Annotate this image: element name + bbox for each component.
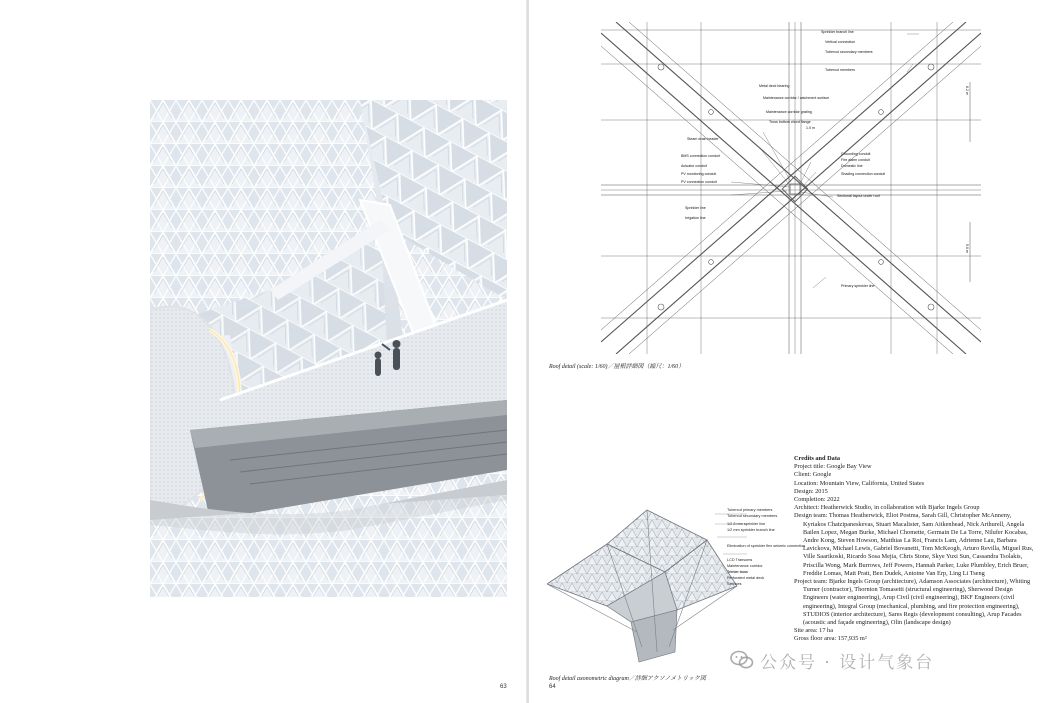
wechat-icon — [730, 650, 754, 670]
roof-label: PV monitoring conduit — [681, 172, 717, 176]
left-page — [0, 0, 527, 703]
credits-completion-year: Completion: 2022 — [794, 496, 840, 504]
page-number-left: 63 — [500, 684, 507, 690]
credits-design-team: Design team: Thomas Heatherwick, Eliot Postma, Sarah Gill, Christopher McAnneny, Kyriakos Chatzipaneskevas, Stuart Macalister, Sam Aitkenhead, Nick Arthurell, Angela Bailen Lopez, Megan Burke, Michael Chomette, Germain De La Torre, Nilufer Kocabas, Andre Kong, Steven Howson, Matthias La Roi, Francis Lam, Adrienne Lau, Barbara Lavickova, Michael Lewis, Gabriel Bovanetti, Tom McKeogh, Arturo Revilla, Miguel Rus, Ville Saarikoski, Ricardo Sosa Mejia, Chris Stone, Skye Yuxi Sun, Cassandra Tsolakis, Priscilla Wong, Mark Burrows, Jeff Powers, Hannah Parker, Luke Plumbley, Erich Bruer, Freddie Lomas, Matt Pratt, Ben Dudek, Antoine Van Erp, Ling Li Tseng — [794, 512, 1034, 577]
axo-label: Tubercut secondary members — [727, 514, 778, 518]
credits-heading: Credits and Data — [794, 455, 841, 462]
roof-label: Actuator conduit — [681, 164, 707, 168]
dimension-label: 5.0 m — [965, 244, 969, 253]
roof-label: Grounding conduit — [841, 152, 871, 156]
roof-label: Tubercut secondary members — [825, 50, 873, 54]
axo-label: Perforated metal deck — [727, 576, 765, 580]
roof-label: Maintenance corridor grating — [766, 110, 812, 114]
axo-label: Maintenance corridor — [727, 564, 763, 568]
roof-label: Domestic line — [841, 164, 863, 168]
roof-label: Truss bottom chord flange — [769, 120, 811, 124]
axo-label: Services — [727, 582, 742, 586]
roof-label: Fire alarm conduit — [841, 158, 870, 162]
roof-label: Sectional layout under roof — [837, 194, 880, 198]
dimension-label: 6.2 m — [965, 86, 969, 95]
roof-label: Irrigation line — [685, 216, 706, 220]
axo-label: LCD Transoms — [727, 558, 753, 562]
roof-label: BMS connection conduit — [681, 154, 720, 158]
credits-project-team: Project team: Bjarke Ingels Group (architecture), Adamson Associates (architecture), Whiting Turner (contractor), Thornton Tomasetti (structural engineering), Sherwood Design Engineers (water engineering), Arup Civil (civil engineering), BKF Engineers (civil engineering), Integral Group (mechanical, plumbing, and fire protection engineering), STUDIOS (interior architecture), Sares Regis (development consulting), Arup Facades (acoustic and façade engineering), Olin (landscape design) — [794, 578, 1031, 627]
roof-label: Sprinkler branch line — [821, 30, 854, 34]
credits-block — [794, 455, 1034, 644]
credits-client: Client: Google — [794, 471, 832, 479]
right-page — [529, 0, 1057, 703]
axo-label: 1/2 mm sprinkler branch line — [727, 528, 775, 532]
axo-caption: Roof detail axonometric diagram／詳細アクソノメトリック図 — [549, 676, 706, 682]
axo-label: Trimler truss — [727, 570, 748, 574]
roof-label: Tubercut members — [825, 68, 856, 72]
roof-detail-caption: Roof detail (scale: 1/60)／屋根詳細図（縮尺：1/60） — [549, 364, 685, 370]
roof-label: Vertical connection — [825, 40, 856, 44]
credits-site-area: Site area: 17 ha — [794, 627, 833, 635]
credits-gross-floor-area: Gross floor area: 157,935 m² — [794, 635, 867, 643]
credits-location: Location: Mountain View, California, United States — [794, 479, 925, 487]
watermark-text: 公众号 · 设计气象台 — [760, 652, 935, 673]
credits-project-title: Project title: Google Bay View — [794, 463, 872, 471]
credits-architect: Architect: Heatherwick Studio, in collaboration with Bjarke Ingels Group — [794, 504, 980, 512]
dimension-label: 1.0 m — [806, 126, 815, 130]
roof-label: Metal deck bearing — [759, 84, 790, 88]
roof-label: Primary sprinkler line — [841, 284, 875, 288]
roof-label: Shading connection conduit — [841, 172, 886, 176]
roof-label: Maintenance corridor / catchment surface — [763, 96, 830, 100]
roof-detail-drawing — [601, 22, 981, 354]
axo-label: 1/2 8 mm sprinkler line — [727, 522, 766, 526]
axo-label: Tubercut primary members — [727, 508, 773, 512]
watermark — [730, 647, 1030, 673]
roof-label: Sprinkler line — [685, 206, 706, 210]
axo-label: Elimination of sprinkler flex seismic connection — [727, 544, 806, 548]
credits-design-year: Design: 2015 — [794, 487, 828, 495]
atrium-photo — [150, 100, 507, 597]
roof-label: PV connection conduit — [681, 180, 717, 184]
page-number-right: 64 — [549, 684, 556, 690]
axonometric-diagram — [547, 502, 806, 670]
roof-label: Steam drain header — [687, 137, 719, 141]
